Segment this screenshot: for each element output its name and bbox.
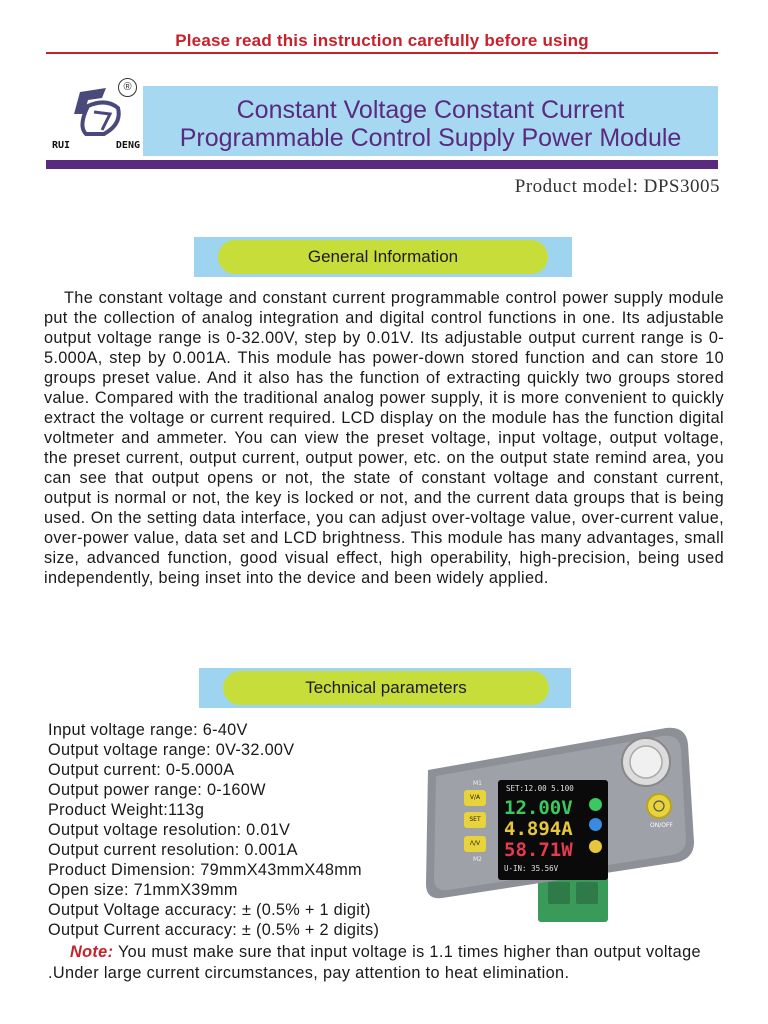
lcd-display <box>498 780 608 880</box>
spec-voltage-accuracy: Output Voltage accuracy: ± (0.5% + 1 digit) <box>48 901 371 919</box>
lcd-current: 4.894A <box>504 818 573 840</box>
ruideng-logo-icon <box>66 84 126 140</box>
device-photo <box>418 722 718 937</box>
arrow-button[interactable]: Λ/V <box>464 836 486 852</box>
notice-underline <box>46 52 718 54</box>
label-m2: M2 <box>473 856 482 863</box>
spec-weight: Product Weight:113g <box>48 801 205 819</box>
lcd-lock-icon <box>589 840 602 853</box>
set-button[interactable]: SET <box>464 812 486 828</box>
section-general-title: General Information <box>218 240 548 274</box>
note-paragraph <box>48 942 718 983</box>
note-label: Note: <box>70 943 114 961</box>
brand-logo <box>48 78 144 158</box>
spec-output-power: Output power range: 0-160W <box>48 781 266 799</box>
section-technical-header <box>199 668 571 708</box>
note-text: You must make sure that input voltage is 1.1 times higher than output voltage .Under large current circumstances, pay attention to heat elimination. <box>48 943 701 982</box>
va-button[interactable]: V/A <box>464 790 486 806</box>
spec-open-size: Open size: 71mmX39mm <box>48 881 238 899</box>
registered-mark: ® <box>118 78 137 97</box>
onoff-label: ON/OFF <box>650 822 673 829</box>
general-information-text: The constant voltage and constant current programmable control power supply module put the collection of analog integration and digital control functions in one. Its adjustable output voltage range is 0-32.00V, step by 0.01V. Its adjustable output current range is 0-5.000A, step by 0.001A. This module has power-down stored function and can store 10 groups preset value. And it also has the function of extracting quickly two groups stored value. Compared with the traditional analog power supply, it is more convenient to quickly extract the voltage or current required. LCD display on the module has the function digital voltmeter and ammeter. You can view the preset voltage, input voltage, output voltage, the preset current, output current, output power, etc. on the output state remind area, you can see that output opens or not, the state of constant voltage and constant current, output is normal or not, the key is locked or not, and the current data groups that is being used. On the setting data interface, you can adjust over-voltage value, over-current value, over-power value, data set and LCD brightness. This module has many advantages, small size, advanced function, good visual effect, high operability, high-precision, being used independently, being inset into the device and been widely applied. <box>44 289 724 587</box>
brand-rui: RUI <box>52 140 71 151</box>
spec-current-resolution: Output current resolution: 0.001A <box>48 841 298 859</box>
lcd-voltage: 12.00V <box>504 797 573 819</box>
product-model: Product model: DPS3005 <box>514 176 720 197</box>
section-technical-title: Technical parameters <box>223 671 549 705</box>
spec-dimension: Product Dimension: 79mmX43mmX48mm <box>48 861 362 879</box>
label-m1: M1 <box>473 780 482 787</box>
spec-input-voltage: Input voltage range: 6-40V <box>48 721 248 739</box>
spec-output-voltage: Output voltage range: 0V-32.00V <box>48 741 295 759</box>
lcd-set-values: SET:12.00 5.100 <box>506 784 574 793</box>
spec-voltage-resolution: Output voltage resolution: 0.01V <box>48 821 291 839</box>
brand-name <box>52 140 140 151</box>
section-general-header <box>194 237 572 277</box>
title-band <box>143 86 718 156</box>
spec-output-current: Output current: 0-5.000A <box>48 761 235 779</box>
title-divider <box>46 160 718 169</box>
title-line-1: Constant Voltage Constant Current <box>236 96 625 124</box>
lcd-status-icon <box>589 798 602 811</box>
brand-deng: DENG <box>115 140 140 151</box>
spec-current-accuracy: Output Current accuracy: ± (0.5% + 2 digits) <box>48 921 380 939</box>
lcd-input-voltage: U-IN: 35.56V <box>504 864 559 873</box>
title-line-2: Programmable Control Supply Power Module <box>179 124 682 152</box>
instruction-notice: Please read this instruction carefully before using <box>175 31 589 50</box>
lcd-power: 58.71W <box>504 839 573 861</box>
lcd-mode-icon <box>589 818 602 831</box>
